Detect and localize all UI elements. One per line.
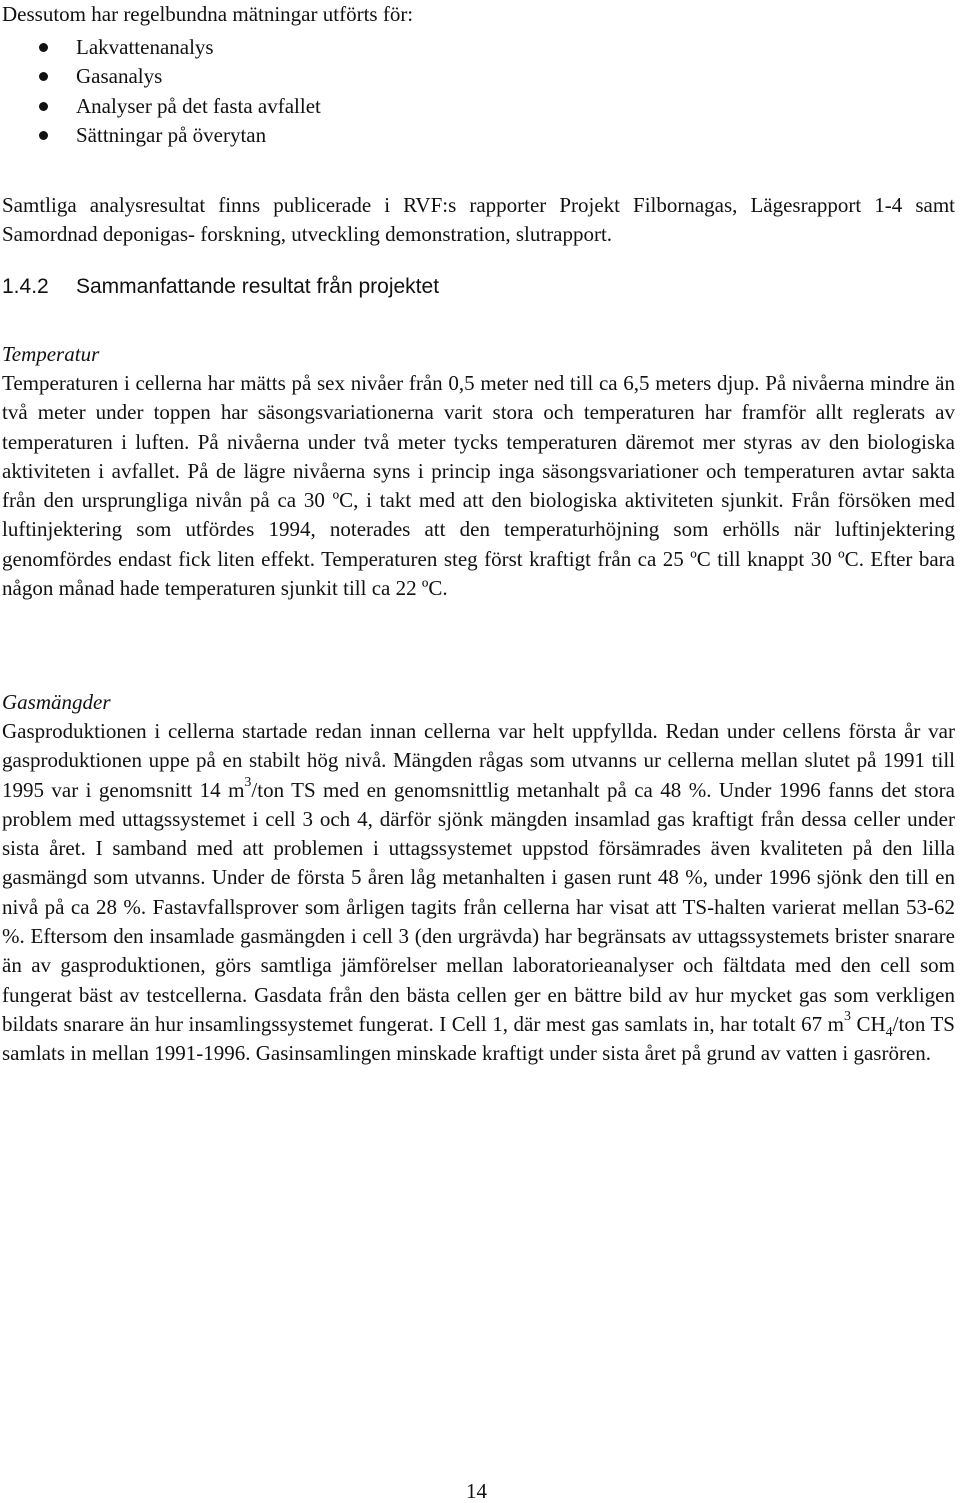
cubic-superscript: 3 [244, 774, 252, 790]
measurement-list [0, 33, 600, 150]
summary-paragraph: Samtliga analysresultat finns publicerade i RVF:s rapporter Projekt Filbornagas, Lägesrapport 1-4 samt Samordnad deponigas- forskning, utveckling demonstration, slutrapport. [2, 193, 955, 247]
gas-text-2: /ton TS med en genomsnittlig metanhalt på ca 48 %. Under 1996 fanns det stora problem med uttagssystemet i cell 3 och 4, därför sjönk mängden insamlad gas kraftigt från dessa celler under sista året. I samband med att problemen i uttagssystemet uppstod försämrades även kvaliteten på den lilla gasmängd som utvanns. Under de första 5 åren låg metanhalten i gasen runt 48 %, under 1996 sjönk den till en nivå på ca 28 %. Fastavfallsprover som årligen tagits från cellerna har visat att TS-halten varierat mellan 53-62 %. Eftersom den insamlade gasmängden i cell 3 (den urgrävda) har begränsats av uttagssystemets brister snarare än av gasproduktionen, görs samtliga jämförelser mellan laboratorieanalyser och fältdata med den cell som fungerat bäst av testcellerna. Gasdata från den bästa cellen ger en bättre bild av hur mycket gas som verkligen bildats snarare än hur insamlingssystemet fungerat. I Cell 1, där mest gas samlats in, har totalt 67 m [2, 777, 955, 1036]
gas-paragraph [2, 717, 955, 1069]
list-item [0, 33, 600, 62]
bullet-icon [39, 131, 48, 140]
gas-text-4: /ton TS samlats in mellan 1991-1996. Gasinsamlingen minskade kraftigt under sista året på grund av vatten i gasrören. [2, 1011, 955, 1066]
section-title: Sammanfattande resultat från projektet [76, 275, 440, 298]
section-number: 1.4.2 [2, 275, 49, 298]
list-item-label: Gasanalys [76, 64, 163, 89]
gas-text-3: CH [850, 1011, 886, 1036]
list-item [0, 62, 600, 91]
list-item-label: Sättningar på överytan [76, 122, 267, 147]
cubic-superscript: 3 [843, 1008, 851, 1024]
bullet-icon [39, 72, 48, 81]
list-item [0, 92, 600, 121]
gas-heading: Gasmängder [2, 690, 111, 714]
page-number: 14 [466, 1479, 487, 1503]
section-heading [2, 272, 439, 302]
list-item-label: Analyser på det fasta avfallet [76, 93, 321, 118]
bullet-icon [39, 102, 48, 111]
methane-subscript: 4 [885, 1025, 893, 1041]
list-item [0, 121, 600, 150]
list-item-label: Lakvattenanalys [76, 35, 214, 59]
bullet-icon [39, 43, 48, 52]
temperature-paragraph: Temperaturen i cellerna har mätts på sex nivåer från 0,5 meter ned till ca 6,5 meters djup. På nivåerna mindre än två meter under toppen har säsongsvariationerna varit stora och temperaturen har framför allt reglerats av temperaturen i luften. På nivåerna under två meter tycks temperaturen däremot mer styras av den biologiska aktiviteten i avfallet. På de lägre nivåerna syns i princip inga säsongsvariationer och temperaturen avtar sakta från den ursprungliga nivån på ca 30 ºC, i takt med att den biologiska aktiviteten sjunkit. Från försöken med luftinjektering som utfördes 1994, noterades att den temperaturhöjning som erhölls när luftinjektering genomfördes endast fick liten effekt. Temperaturen steg först kraftigt från ca 25 ºC till knappt 30 ºC. Efter bara någon månad hade temperaturen sjunkit till ca 22 ºC. [2, 371, 955, 601]
intro-text: Dessutom har regelbundna mätningar utförts för: [2, 2, 414, 26]
gas-text-1: Gasproduktionen i cellerna startade redan innan cellerna var helt uppfyllda. Redan under cellens första år var gasproduktionen uppe på en stabilt hög nivå. Mängden rågas som utvanns ur cellerna mellan slutet på 1991 till 1995 var i genomsnitt 14 m [2, 719, 955, 802]
temperature-heading: Temperatur [2, 342, 100, 366]
